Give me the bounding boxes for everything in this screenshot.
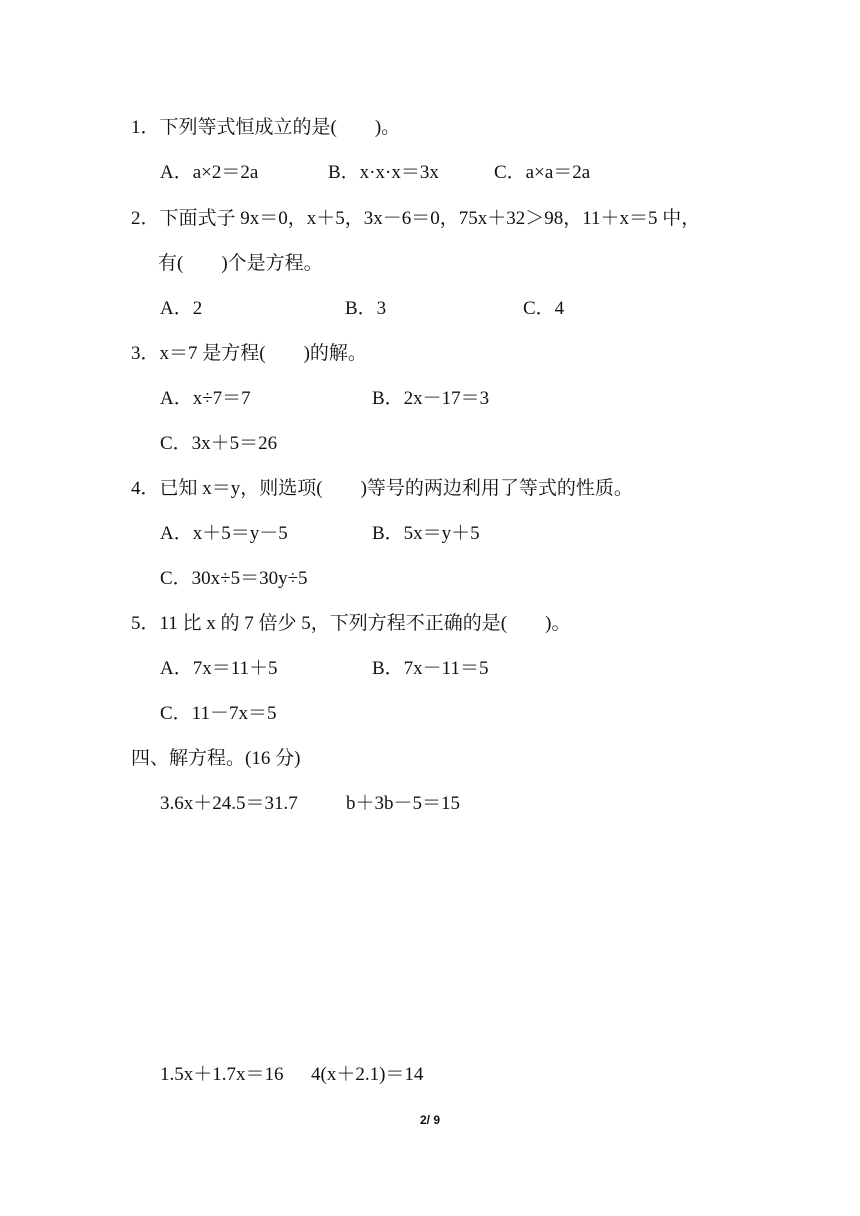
question-1-option-a: A．a×2＝2a <box>160 162 259 183</box>
question-2-stem-continued: 有( )个是方程。 <box>158 253 323 274</box>
question-4-option-c: C．30x÷5＝30y÷5 <box>160 568 308 589</box>
equation-1: 3.6x＋24.5＝31.7 <box>160 793 298 814</box>
section-4-title: 四、解方程。(16 分) <box>131 748 301 769</box>
question-5-option-c: C．11－7x＝5 <box>160 703 277 724</box>
question-2-option-a: A．2 <box>160 298 203 319</box>
question-3-option-b: B．2x－17＝3 <box>372 388 490 409</box>
question-5-option-a: A．7x＝11＋5 <box>160 658 278 679</box>
question-5-stem: 5．11 比 x 的 7 倍少 5，下列方程不正确的是( )。 <box>131 613 571 634</box>
question-3-option-a: A．x÷7＝7 <box>160 388 251 409</box>
question-2-option-c: C．4 <box>523 298 565 319</box>
question-4-stem: 4．已知 x＝y，则选项( )等号的两边利用了等式的性质。 <box>131 478 633 499</box>
equation-4: 4(x＋2.1)＝14 <box>311 1064 424 1085</box>
question-2-option-b: B．3 <box>345 298 387 319</box>
question-5-option-b: B．7x－11＝5 <box>372 658 489 679</box>
equation-3: 1.5x＋1.7x＝16 <box>160 1064 284 1085</box>
equation-2: b＋3b－5＝15 <box>346 793 461 814</box>
page-number: 2/ 9 <box>419 1113 440 1127</box>
question-4-option-a: A．x＋5＝y－5 <box>160 523 288 544</box>
question-3-option-c: C．3x＋5＝26 <box>160 433 278 454</box>
question-3-stem: 3．x＝7 是方程( )的解。 <box>131 343 367 364</box>
question-2-stem: 2．下面式子 9x＝0，x＋5，3x－6＝0，75x＋32＞98，11＋x＝5 中， <box>131 208 701 229</box>
question-1-stem: 1．下列等式恒成立的是( )。 <box>131 117 401 138</box>
question-1-option-c: C．a×a＝2a <box>494 162 591 183</box>
question-1-option-b: B．x·x·x＝3x <box>328 162 439 183</box>
question-4-option-b: B．5x＝y＋5 <box>372 523 480 544</box>
